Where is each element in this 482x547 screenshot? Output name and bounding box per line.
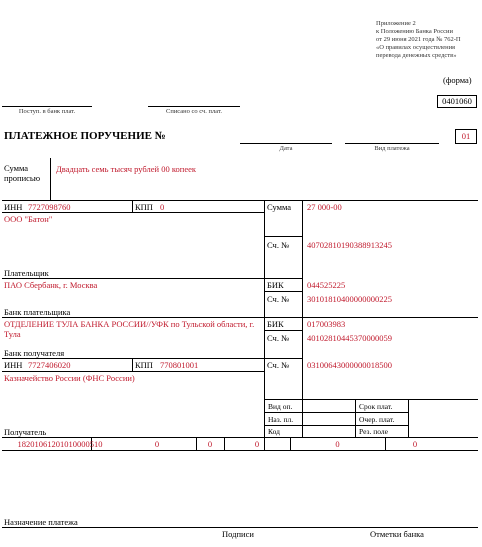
tax-basis: 0	[207, 439, 213, 449]
payee-corr-account-label: Сч. №	[267, 333, 290, 343]
row-line-425	[264, 425, 408, 426]
payer-kpp-value: 0	[160, 202, 165, 212]
payee-bank-label: Банк получателя	[4, 348, 65, 358]
payer-kpp-divider	[132, 200, 133, 212]
sum-words-value: Двадцать семь тысяч рублей 00 копеек	[56, 164, 197, 174]
payee-bik-label: БИК	[267, 319, 284, 329]
priority-label: Очер. плат.	[359, 415, 395, 424]
appendix-line-2: к Положению Банка России	[376, 28, 453, 35]
deadline-label: Срок плат.	[359, 402, 393, 411]
payee-kpp-label: КПП	[135, 360, 153, 370]
signatures-label: Подписи	[222, 529, 254, 539]
payee-inn-value: 7727406020	[28, 360, 71, 370]
op-type-label: Вид оп.	[268, 402, 293, 411]
payee-bank-name: ОТДЕЛЕНИЕ ТУЛА БАНКА РОССИИ//УФК по Тульской области, г. Тула	[4, 319, 255, 339]
col-line-408	[408, 399, 409, 437]
tax-oktmo: 0	[154, 439, 160, 449]
appendix-line-1: Приложение 2	[376, 20, 416, 27]
row-line-437	[2, 437, 478, 438]
row-line-317	[2, 317, 478, 318]
payer-label: Плательщик	[4, 268, 49, 278]
tax-kbk: 18201061201010000510	[17, 439, 103, 449]
row-line-291	[264, 291, 302, 292]
debited-line	[148, 106, 240, 107]
payer-corr-account-label: Сч. №	[267, 294, 290, 304]
row-line-278	[2, 278, 302, 279]
tax-period: 0	[254, 439, 260, 449]
document-title: ПЛАТЕЖНОЕ ПОРУЧЕНИЕ №	[4, 130, 166, 142]
payer-account-value: 40702810190388913245	[307, 240, 392, 250]
appendix-line-5: перевода денежных средств»	[376, 52, 457, 59]
payee-corr-account-value: 40102810445370000059	[307, 333, 392, 343]
payee-bik-value: 017003983	[307, 319, 346, 329]
row-line-371	[2, 371, 264, 372]
col-line-264	[264, 200, 265, 450]
payer-bik-value: 044525225	[307, 280, 346, 290]
status-code-box: 01	[455, 129, 477, 144]
payer-inn-value: 7727098760	[28, 202, 71, 212]
payer-bank-label: Банк плательщика	[4, 307, 71, 317]
row-line-236	[264, 236, 302, 237]
tax-doc-date: 0	[412, 439, 418, 449]
received-line	[2, 106, 92, 107]
payer-name: ООО "Батон"	[4, 214, 53, 224]
debited-label: Списано со сч. плат.	[166, 108, 222, 115]
payee-kpp-value: 770801001	[160, 360, 199, 370]
form-code-box: 0401060	[437, 95, 477, 108]
payer-kpp-label: КПП	[135, 202, 153, 212]
payee-kpp-divider	[132, 358, 133, 371]
purpose-label: Назначение платежа	[4, 517, 78, 527]
row-line-358	[2, 358, 302, 359]
row-line-527	[2, 527, 478, 528]
col-line-302	[302, 200, 303, 437]
purpose-code-label: Наз. пл.	[268, 415, 294, 424]
col-line-355	[355, 399, 356, 437]
payer-bik-label: БИК	[267, 280, 284, 290]
bank-marks-label: Отметки банка	[370, 529, 424, 539]
row-line-412	[264, 412, 408, 413]
payee-account-label: Сч. №	[267, 360, 290, 370]
sum-words-divider	[50, 158, 51, 200]
appendix-line-4: «О правилах осуществления	[376, 44, 456, 51]
payer-account-label: Сч. №	[267, 240, 290, 250]
code-label: Код	[268, 427, 280, 436]
payee-account-value: 03100643000000018500	[307, 360, 392, 370]
row-line-330	[264, 330, 302, 331]
payee-label: Получатель	[4, 427, 47, 437]
form-label: (форма)	[443, 75, 472, 85]
payee-name: Казначейство России (ФНС России)	[4, 373, 135, 383]
tax-doc-number: 0	[335, 439, 340, 449]
payment-type-line	[345, 143, 439, 144]
reserve-field-label: Рез. поле	[359, 427, 388, 436]
payer-bank-name: ПАО Сбербанк, г. Москва	[4, 280, 98, 290]
payee-inn-label: ИНН	[4, 360, 23, 370]
row-line-450	[2, 450, 478, 451]
payer-corr-account-value: 30101810400000000225	[307, 294, 392, 304]
appendix-line-3: от 29 июня 2021 года № 762-П	[376, 36, 461, 43]
payment-type-label: Вид платежа	[374, 145, 410, 152]
date-line	[240, 143, 332, 144]
row-line-200	[2, 200, 478, 201]
row-line-399	[264, 399, 478, 400]
received-label: Поступ. в банк плат.	[18, 108, 76, 115]
sum-words-label: Сумма прописью	[4, 163, 41, 183]
row-line-212	[2, 212, 264, 213]
sum-label: Сумма	[267, 202, 292, 212]
payer-inn-label: ИНН	[4, 202, 23, 212]
date-label: Дата	[279, 145, 293, 152]
sum-value: 27 000-00	[307, 202, 342, 212]
